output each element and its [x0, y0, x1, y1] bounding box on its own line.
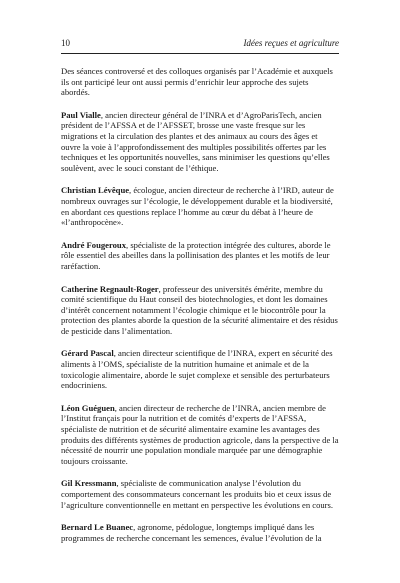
contributor-description: , spécialiste de la protection intégrée des cultures, aborde le rôle essentiel des abeilles dans la pollinisation des plantes et les motifs de leur raréfaction. [61, 239, 331, 271]
contributor-description: , spécialiste de communication analyse l’évolution du comportement des consommateurs concernant les produits bio et ceux issus de l’agriculture conventionnelle en mettant en perspective les évolutions en cours. [61, 478, 334, 510]
intro-paragraph: Des séances controversé et des colloques organisés par l’Académie et auxquels ils ont participé leur ont aussi permis d’enrichir leur approche des sujets abordés. [61, 66, 333, 98]
contributor-name: Christian Lévêque [61, 185, 130, 196]
contributor-description: , professeur des universités émérite, membre du comité scientifique du Haut conseil des biotechnologies, et dont les domaines d’intérêt concernent notamment l’écologie chimique et le biocontrôle pour la protection des plantes aborde la question de la sécurité alimentaire et des résidus de pesticide dans l’alimentation. [61, 283, 338, 336]
contributor-name: André Fougeroux [61, 239, 127, 250]
contributor-description: , ancien directeur général de l’INRA et d’AgroParisTech, ancien président de l’AFSSA et de l’AFSSET, brosse une vaste fresque sur les migrations et la circulation des plantes et des animaux au cours des âges et ouvre la voie à l’approfondissement des multiples possibilités offertes par les techniques et les opportunités nouvelles, sans minimiser les questions qu’elles soulèvent, avec le souci constant de l’éthique. [61, 109, 330, 173]
contributor-description: , écologue, ancien directeur de recherche à l’IRD, auteur de nombreux ouvrages sur l’écologie, le développement durable et la biodiversité, en abordant ces questions replace l’homme au cœur du débat à l’heure de «l’anthropocène». [61, 185, 334, 228]
contributor-name: Bernard Le Buanec [61, 522, 134, 533]
contributor-name: Léon Guéguen [61, 402, 115, 413]
running-title: Idées reçues et agriculture [243, 38, 339, 48]
contributor-paragraph [61, 240, 339, 272]
contributor-description: , ancien directeur scientifique de l’INRA, expert en sécurité des aliments à l’OMS, spécialiste de la nutrition humaine et animale et de la toxicologie alimentaire, aborde le sujet complexe et sensible des perturbateurs endocriniens. [61, 348, 333, 391]
body-text [61, 66, 339, 555]
contributor-name: Catherine Regnault-Roger [61, 283, 159, 294]
contributor-paragraph [61, 284, 339, 337]
contributor-name: Paul Vialle [61, 109, 101, 120]
contributor-paragraph [61, 348, 339, 390]
contributor-name: Gérard Pascal [61, 348, 114, 359]
contributor-paragraph [61, 110, 339, 174]
header-rule [61, 53, 339, 54]
contributor-paragraph [61, 522, 339, 543]
contributor-paragraph [61, 403, 339, 467]
contributor-description: , ancien directeur de recherche de l’INRA, ancien membre de l’Institut français pour la nutrition et de comités d’experts de l’AFSSA, spécialiste de nutrition et de sécurité alimentaire examine les avantages des produits des différents systèmes de production agricole, dans la perspective de la nécessité de nourrir une population mondiale marquée par une démographie toujours croissante. [61, 402, 339, 466]
page-number: 10 [61, 38, 70, 48]
contributor-paragraph [61, 478, 339, 510]
contributor-description: , agronome, pédologue, longtemps impliqué dans les programmes de recherche concernant les semences, évalue l’évolution de la [61, 522, 322, 543]
contributor-name: Gil Kressmann [61, 478, 117, 489]
contributor-paragraph [61, 185, 339, 227]
